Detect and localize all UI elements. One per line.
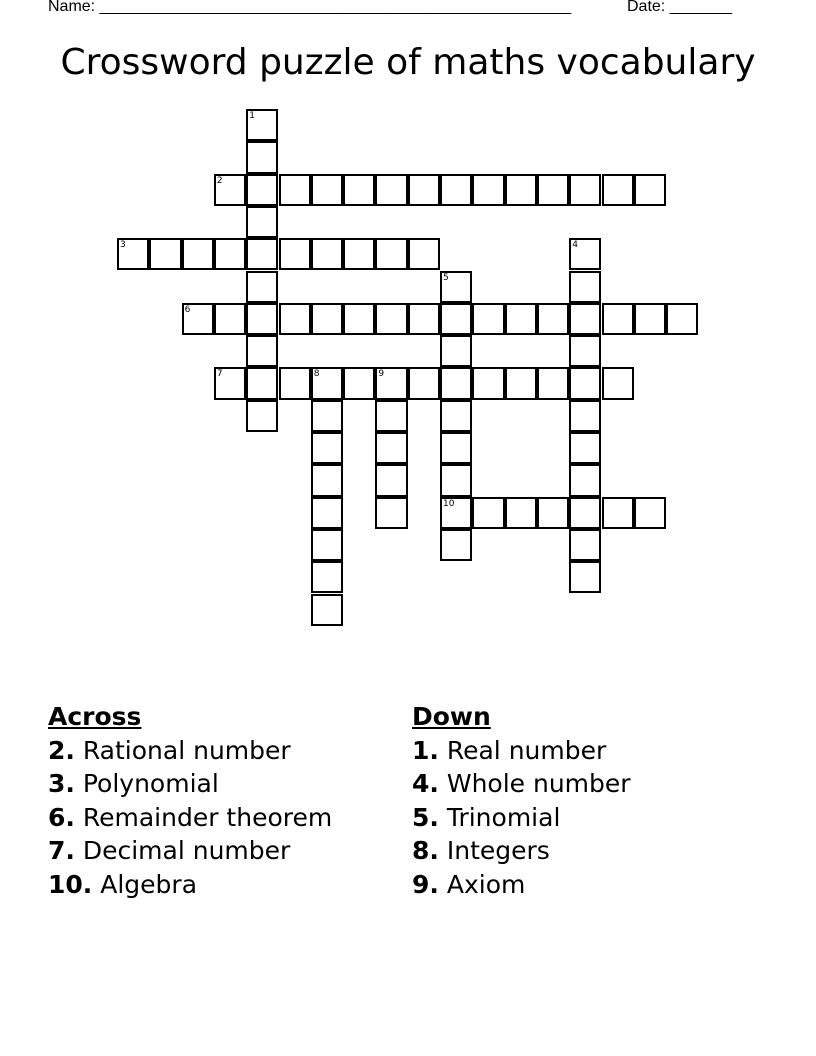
crossword-cell[interactable]	[569, 335, 601, 367]
crossword-cell[interactable]	[117, 238, 149, 270]
crossword-cell[interactable]	[408, 174, 440, 206]
crossword-cell[interactable]	[311, 303, 343, 335]
clue-number: 1.	[412, 735, 439, 765]
crossword-cell[interactable]	[311, 367, 343, 399]
crossword-cell[interactable]	[311, 238, 343, 270]
across-heading: Across	[48, 702, 142, 731]
across-clue	[48, 801, 332, 835]
crossword-cell[interactable]	[182, 238, 214, 270]
crossword-cell[interactable]	[375, 174, 407, 206]
clue-number-label: 9	[378, 369, 385, 380]
crossword-cell[interactable]	[602, 497, 634, 529]
down-clue	[412, 834, 631, 868]
clue-number-label: 10	[443, 498, 455, 509]
crossword-cell[interactable]	[569, 497, 601, 529]
crossword-cell[interactable]	[634, 303, 666, 335]
crossword-cell[interactable]	[246, 400, 278, 432]
crossword-cell[interactable]	[505, 367, 537, 399]
down-clue	[412, 734, 631, 768]
crossword-cell[interactable]	[311, 594, 343, 626]
crossword-cell[interactable]	[246, 367, 278, 399]
clue-number: 7.	[48, 836, 75, 865]
crossword-cell[interactable]	[569, 367, 601, 399]
clue-number: 3.	[48, 769, 75, 798]
crossword-cell[interactable]	[537, 497, 569, 529]
crossword-cell[interactable]	[246, 238, 278, 270]
crossword-cell[interactable]	[375, 497, 407, 529]
crossword-cell[interactable]	[214, 174, 246, 206]
crossword-cell[interactable]	[246, 271, 278, 303]
crossword-cell[interactable]	[246, 174, 278, 206]
crossword-cell[interactable]	[246, 335, 278, 367]
crossword-cell[interactable]	[246, 141, 278, 173]
clue-number-label: 1	[249, 111, 255, 121]
down-clue	[412, 868, 631, 902]
clue-text: Polynomial	[82, 769, 219, 798]
crossword-cell[interactable]	[375, 464, 407, 496]
crossword-cell[interactable]	[375, 238, 407, 270]
crossword-cell[interactable]	[440, 464, 472, 496]
crossword-cell[interactable]	[408, 303, 440, 335]
crossword-cell[interactable]	[634, 497, 666, 529]
clue-number-label: 3	[120, 240, 126, 251]
crossword-cell[interactable]	[569, 432, 601, 464]
crossword-cell[interactable]	[472, 303, 504, 335]
crossword-cell[interactable]	[246, 206, 278, 238]
crossword-cell[interactable]	[375, 303, 407, 335]
crossword-cell[interactable]	[505, 174, 537, 206]
crossword-cell[interactable]	[472, 367, 504, 399]
across-clue	[48, 767, 332, 801]
name-line: Name: _____________________________________________________	[48, 0, 572, 15]
clue-number: 5.	[412, 802, 439, 832]
crossword-cell[interactable]	[311, 400, 343, 432]
down-clues	[412, 700, 631, 901]
crossword-cell[interactable]	[311, 174, 343, 206]
crossword-cell[interactable]	[569, 238, 601, 270]
crossword-cell[interactable]	[343, 238, 375, 270]
crossword-cell[interactable]	[569, 303, 601, 335]
crossword-cell[interactable]	[311, 497, 343, 529]
crossword-cell[interactable]	[537, 303, 569, 335]
crossword-cell[interactable]	[279, 174, 311, 206]
crossword-cell[interactable]	[440, 432, 472, 464]
crossword-cell[interactable]	[666, 303, 698, 335]
crossword-cell[interactable]	[214, 238, 246, 270]
crossword-cell[interactable]	[440, 367, 472, 399]
clue-number: 10.	[48, 869, 93, 899]
crossword-cell[interactable]	[472, 497, 504, 529]
crossword-cell[interactable]	[440, 303, 472, 335]
crossword-cell[interactable]	[375, 367, 407, 399]
clue-number: 6.	[48, 802, 75, 832]
crossword-cell[interactable]	[279, 303, 311, 335]
crossword-cell[interactable]	[408, 238, 440, 270]
clue-text: Rational number	[82, 735, 291, 765]
crossword-cell[interactable]	[505, 303, 537, 335]
crossword-cell[interactable]	[214, 367, 246, 399]
crossword-cell[interactable]	[602, 367, 634, 399]
crossword-cell[interactable]	[311, 561, 343, 593]
clue-number-label: 4	[572, 240, 578, 251]
crossword-cell[interactable]	[214, 303, 246, 335]
crossword-cell[interactable]	[311, 432, 343, 464]
clue-number-label: 7	[216, 369, 223, 380]
crossword-cell[interactable]	[537, 367, 569, 399]
clue-text: Remainder theorem	[82, 802, 333, 832]
crossword-cell[interactable]	[246, 109, 278, 141]
crossword-cell[interactable]	[537, 174, 569, 206]
crossword-cell[interactable]	[569, 529, 601, 561]
down-heading: Down	[412, 702, 491, 731]
crossword-cell[interactable]	[149, 238, 181, 270]
crossword-cell[interactable]	[311, 529, 343, 561]
crossword-cell[interactable]	[634, 174, 666, 206]
crossword-cell[interactable]	[602, 174, 634, 206]
clue-text: Integers	[446, 836, 550, 865]
across-clue	[48, 834, 332, 868]
crossword-cell[interactable]	[505, 497, 537, 529]
clue-number-label: 6	[184, 304, 191, 315]
clue-text: Axiom	[446, 869, 526, 899]
crossword-cell[interactable]	[440, 271, 472, 303]
down-clue	[412, 767, 631, 801]
crossword-cell[interactable]	[408, 367, 440, 399]
clue-text: Decimal number	[82, 836, 291, 865]
crossword-cell[interactable]	[343, 367, 375, 399]
across-clues	[48, 700, 332, 901]
crossword-cell[interactable]	[569, 400, 601, 432]
crossword-cell[interactable]	[182, 303, 214, 335]
crossword-cell[interactable]	[375, 432, 407, 464]
clue-text: Algebra	[100, 869, 198, 899]
clue-number: 2.	[48, 735, 75, 765]
crossword-cell[interactable]	[602, 303, 634, 335]
clue-number: 9.	[412, 869, 439, 899]
crossword-cell[interactable]	[569, 561, 601, 593]
clue-number-label: 8	[313, 369, 320, 380]
across-clue	[48, 868, 332, 902]
clue-number-label: 2	[216, 175, 223, 186]
crossword-cell[interactable]	[569, 271, 601, 303]
crossword-cell[interactable]	[440, 174, 472, 206]
clue-number: 4.	[412, 769, 439, 798]
crossword-cell[interactable]	[472, 174, 504, 206]
crossword-cell[interactable]	[569, 464, 601, 496]
crossword-cell[interactable]	[440, 497, 472, 529]
crossword-cell[interactable]	[440, 400, 472, 432]
crossword-cell[interactable]	[311, 464, 343, 496]
crossword-cell[interactable]	[343, 303, 375, 335]
crossword-cell[interactable]	[440, 529, 472, 561]
date-line: Date: _______	[627, 0, 732, 15]
clue-text: Trinomial	[446, 802, 561, 832]
clue-number: 8.	[412, 836, 439, 865]
crossword-cell[interactable]	[375, 400, 407, 432]
across-clue	[48, 734, 332, 768]
page-title: Crossword puzzle of maths vocabulary	[60, 42, 756, 83]
crossword-cell[interactable]	[279, 367, 311, 399]
crossword-cell[interactable]	[343, 174, 375, 206]
crossword-cell[interactable]	[246, 303, 278, 335]
clue-number-label: 5	[443, 272, 449, 283]
clue-text: Real number	[446, 735, 607, 765]
crossword-cell[interactable]	[569, 174, 601, 206]
down-clue	[412, 801, 631, 835]
clue-text: Whole number	[446, 769, 631, 798]
crossword-cell[interactable]	[279, 238, 311, 270]
crossword-cell[interactable]	[440, 335, 472, 367]
